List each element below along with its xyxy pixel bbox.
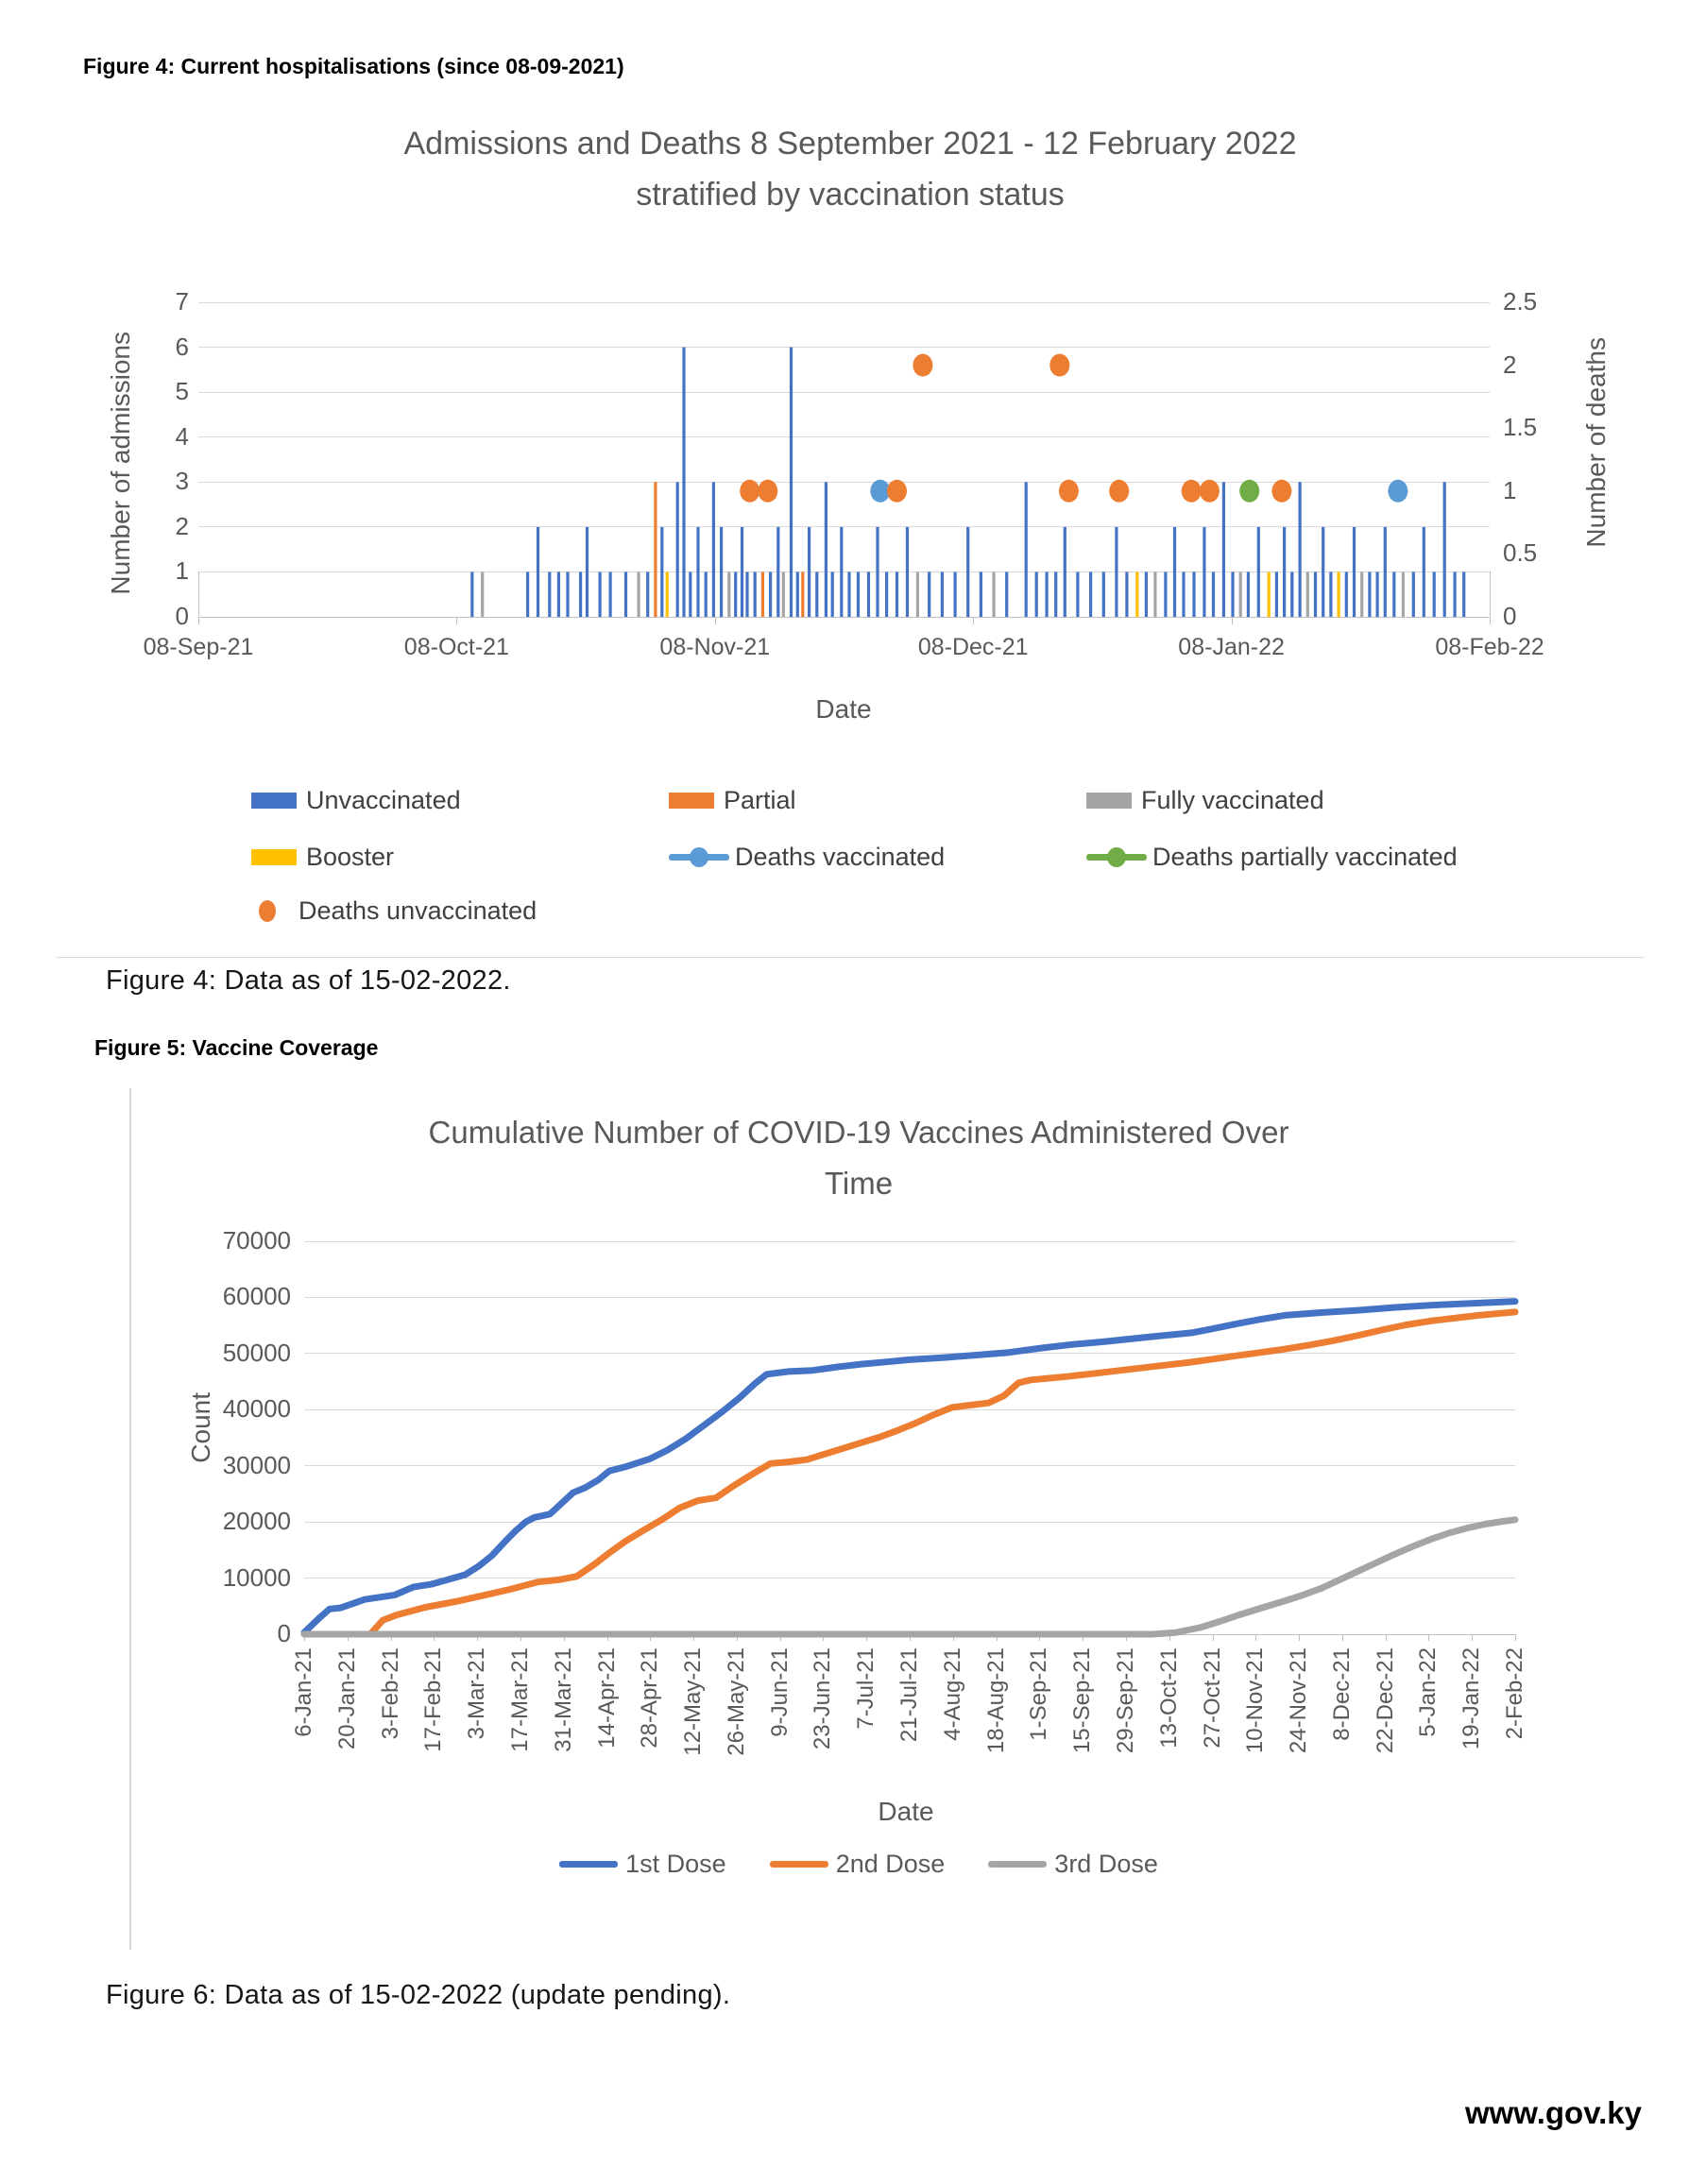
chart2-x-tick-label: 24-Nov-21 — [1286, 1647, 1312, 1754]
death-dot — [913, 354, 932, 377]
admission-bar — [1392, 572, 1395, 617]
chart2-y-tick-label: 60000 — [222, 1282, 291, 1311]
admission-bar — [676, 482, 679, 617]
admission-bar — [1353, 527, 1356, 617]
admission-bar — [815, 572, 818, 617]
admission-bar — [993, 572, 996, 617]
admission-bar — [1135, 572, 1138, 617]
legend-label: Partial — [724, 786, 796, 814]
admission-bar — [1025, 482, 1028, 617]
admission-bar — [1192, 572, 1195, 617]
admission-bar — [1115, 527, 1117, 617]
admission-bar — [1089, 572, 1092, 617]
death-dot — [1200, 480, 1220, 503]
admission-bar — [666, 572, 669, 617]
figure5-heading: Figure 5: Vaccine Coverage — [94, 1035, 379, 1060]
admission-bar — [470, 572, 473, 617]
admission-bar — [885, 572, 888, 617]
admission-bar — [734, 572, 737, 617]
death-dot — [1059, 480, 1079, 503]
legend-label: Deaths partially vaccinated — [1152, 843, 1458, 871]
chart2-x-tick-label: 8-Dec-21 — [1328, 1647, 1355, 1741]
admission-bar — [928, 572, 930, 617]
admission-bar — [1153, 572, 1156, 617]
chart2-x-tick-label: 4-Aug-21 — [939, 1647, 965, 1741]
admission-bar — [867, 572, 870, 617]
legend-line-swatch — [770, 1861, 828, 1868]
chart2-legend-item — [770, 1850, 946, 1879]
admission-bar — [579, 572, 582, 617]
death-dot — [740, 480, 759, 503]
chart2-x-tick-label: 13-Oct-21 — [1155, 1647, 1182, 1749]
legend-line-dot-swatch — [1086, 854, 1147, 861]
admission-bar — [1203, 527, 1205, 617]
admission-bar — [1005, 572, 1008, 617]
chart2-x-tick-label: 2-Feb-22 — [1502, 1647, 1527, 1740]
admission-bar — [1306, 572, 1309, 617]
admission-bar — [1182, 572, 1185, 617]
chart2-x-tick-label: 26-May-21 — [723, 1647, 749, 1756]
chart2-x-tick-label: 27-Oct-21 — [1199, 1647, 1225, 1749]
chart2-x-tick-label: 18-Aug-21 — [982, 1647, 1009, 1754]
admission-bar — [1275, 572, 1278, 617]
chart1-legend-item — [251, 896, 537, 926]
death-dot — [1109, 480, 1129, 503]
death-dot — [1271, 480, 1291, 503]
chart1-left-tick-label: 2 — [175, 511, 189, 540]
legend-bar-swatch — [669, 793, 714, 809]
chart2-x-tick-label: 15-Sep-21 — [1069, 1647, 1096, 1754]
admission-bar — [1412, 572, 1415, 617]
admission-bar — [745, 572, 748, 617]
chart2-x-tick-label: 22-Dec-21 — [1372, 1647, 1398, 1754]
chart1-title-line1: Admissions and Deaths 8 September 2021 - 12 February 2022 — [403, 126, 1297, 162]
legend-line-swatch — [559, 1861, 618, 1868]
chart2-x-tick-label: 17-Mar-21 — [506, 1647, 533, 1752]
chart1-x-tick-label: 08-Jan-22 — [1178, 634, 1285, 660]
admission-bar — [808, 527, 810, 617]
admission-bar — [682, 348, 685, 617]
legend-label: 2nd Dose — [835, 1850, 946, 1878]
chart1-left-tick-label: 3 — [175, 467, 189, 496]
admission-bar — [660, 527, 663, 617]
chart2-x-tick-label: 1-Sep-21 — [1026, 1647, 1052, 1741]
figure4-heading: Figure 4: Current hospitalisations (since 08-09-2021) — [83, 54, 624, 78]
chart1-left-tick-label: 5 — [175, 377, 189, 406]
admission-bar — [526, 572, 529, 617]
chart2-y-tick-label: 20000 — [222, 1507, 291, 1536]
chart2-y-tick-label: 0 — [277, 1619, 291, 1647]
admission-bar — [916, 572, 919, 617]
admission-bar — [1329, 572, 1332, 617]
admission-bar — [1443, 482, 1446, 617]
chart2-y-tick-label: 30000 — [222, 1450, 291, 1479]
chart2-x-tick-label: 3-Mar-21 — [464, 1647, 490, 1740]
admission-bar — [689, 572, 691, 617]
chart1-x-tick-label: 08-Oct-21 — [403, 634, 509, 660]
legend-dot-marker — [1107, 847, 1126, 867]
chart2-x-tick-label: 29-Sep-21 — [1112, 1647, 1138, 1754]
legend-label: Unvaccinated — [306, 786, 461, 814]
chart1-legend-item — [1086, 786, 1324, 815]
chart1-x-tick-label: 08-Dec-21 — [917, 634, 1029, 660]
admission-bar — [754, 572, 757, 617]
admission-bar — [847, 572, 850, 617]
admission-bar — [1462, 572, 1465, 617]
chart1-left-tick-label: 6 — [175, 332, 189, 361]
chart1-x-axis-title: Date — [815, 694, 872, 724]
admission-bar — [796, 572, 799, 617]
admission-bar — [727, 572, 730, 617]
admission-bar — [1290, 572, 1293, 617]
vaccines-chart — [129, 1088, 1586, 1950]
admission-bar — [1102, 572, 1105, 617]
chart1-right-tick-label: 1.5 — [1503, 413, 1538, 442]
admission-bar — [769, 572, 772, 617]
legend-label: Deaths vaccinated — [735, 843, 946, 871]
admission-bar — [1064, 527, 1066, 617]
chart2-y-tick-label: 40000 — [222, 1394, 291, 1424]
chart1-left-tick-label: 4 — [175, 421, 189, 451]
admission-bar — [1076, 572, 1079, 617]
admission-bar — [876, 527, 879, 617]
admission-bar — [712, 482, 715, 617]
chart2-title-line1: Cumulative Number of COVID-19 Vaccines Administered Over — [428, 1115, 1289, 1150]
admission-bar — [1164, 572, 1167, 617]
chart2-x-tick-label: 17-Feb-21 — [420, 1647, 447, 1752]
chart1-right-tick-label: 1 — [1503, 475, 1517, 504]
admission-bar — [1345, 572, 1348, 617]
admission-bar — [790, 348, 793, 617]
figure6-caption: Figure 6: Data as of 15-02-2022 (update pending). — [106, 1980, 731, 2010]
chart2-title-line2: Time — [824, 1166, 894, 1201]
chart1-x-tick-label: 08-Nov-21 — [659, 634, 771, 660]
legend-dot-swatch — [259, 900, 276, 922]
admission-bar — [741, 527, 743, 617]
legend-line-dot-swatch — [669, 854, 729, 861]
admission-bar — [705, 572, 708, 617]
figure4-caption: Figure 4: Data as of 15-02-2022. — [106, 965, 511, 996]
admission-bar — [1433, 572, 1436, 617]
admission-bar — [1314, 572, 1317, 617]
admission-bar — [624, 572, 627, 617]
chart1-left-tick-label: 1 — [175, 556, 189, 586]
legend-label: Booster — [306, 843, 395, 871]
admission-bar — [906, 527, 909, 617]
chart2-x-tick-label: 20-Jan-21 — [333, 1647, 360, 1750]
admission-bar — [1423, 527, 1425, 617]
dose-line-3rd-dose — [304, 1520, 1515, 1634]
death-dot — [1239, 480, 1259, 503]
chart1-left-tick-label: 7 — [175, 287, 189, 316]
chart2-x-tick-label: 6-Jan-21 — [291, 1647, 316, 1737]
admissions-deaths-chart — [57, 90, 1644, 957]
chart2-x-tick-label: 12-May-21 — [680, 1647, 707, 1756]
chart2-y-tick-label: 70000 — [222, 1226, 291, 1254]
death-dot — [1049, 354, 1069, 377]
admission-bar — [825, 482, 827, 617]
admission-bar — [1268, 572, 1271, 617]
admission-bar — [638, 572, 640, 617]
admission-bar — [857, 572, 860, 617]
chart1-legend-item — [669, 843, 945, 872]
admission-bar — [1257, 527, 1260, 617]
admission-bar — [1247, 572, 1250, 617]
chart2-legend — [131, 1850, 1586, 1879]
chart2-x-tick-label: 10-Nov-21 — [1242, 1647, 1269, 1754]
legend-dot-marker — [690, 847, 708, 867]
chart1-legend-item — [1086, 843, 1458, 872]
admission-bar — [1360, 572, 1363, 617]
admission-bar — [566, 572, 569, 617]
admission-bar — [761, 572, 764, 617]
admission-bar — [1231, 572, 1234, 617]
admission-bar — [1338, 572, 1340, 617]
death-dot — [887, 480, 907, 503]
chart1-left-tick-label: 0 — [175, 602, 189, 630]
chart1-plot-area — [198, 302, 1490, 619]
chart1-right-axis-line — [1490, 572, 1491, 616]
admission-bar — [720, 527, 723, 617]
admission-bar — [609, 572, 612, 617]
admission-bar — [966, 527, 969, 617]
chart2-x-tick-label: 21-Jul-21 — [896, 1647, 922, 1743]
legend-bar-swatch — [251, 793, 297, 809]
admission-bar — [481, 572, 484, 617]
admission-bar — [1402, 572, 1405, 617]
chart2-y-axis-title: Count — [186, 1392, 215, 1463]
chart1-right-axis-title: Number of deaths — [1581, 337, 1611, 548]
legend-bar-swatch — [1086, 793, 1132, 809]
chart2-y-tick-label: 10000 — [222, 1562, 291, 1592]
admission-bar — [1376, 572, 1379, 617]
admission-bar — [954, 572, 957, 617]
admission-bar — [1239, 572, 1242, 617]
legend-line-swatch — [988, 1861, 1047, 1868]
admission-bar — [776, 527, 779, 617]
chart2-legend-item — [559, 1850, 726, 1879]
footer-url: www.gov.ky — [1464, 2095, 1642, 2130]
chart1-left-axis-title: Number of admissions — [106, 332, 135, 595]
admission-bar — [1299, 482, 1302, 617]
admission-bar — [548, 572, 551, 617]
admission-bar — [1368, 572, 1371, 617]
admission-bar — [1454, 572, 1457, 617]
chart2-x-tick-label: 31-Mar-21 — [550, 1647, 576, 1752]
chart1-legend-item — [251, 786, 461, 815]
legend-label: 1st Dose — [625, 1850, 726, 1878]
admission-bar — [831, 572, 834, 617]
chart1-bottom-border — [57, 957, 1644, 958]
chart1-right-tick-label: 0.5 — [1503, 538, 1538, 568]
chart2-y-tick-label: 50000 — [222, 1338, 291, 1367]
admission-bar — [980, 572, 982, 617]
admission-bar — [1222, 482, 1225, 617]
chart1-right-tick-label: 2 — [1503, 350, 1517, 379]
chart1-title-line2: stratified by vaccination status — [636, 177, 1065, 213]
chart2-legend-item — [988, 1850, 1158, 1879]
chart1-x-tick-mark — [1490, 617, 1491, 624]
admission-bar — [1046, 572, 1049, 617]
chart2-x-tick-label: 23-Jun-21 — [810, 1647, 836, 1750]
death-dot — [758, 480, 777, 503]
admission-bar — [654, 482, 657, 617]
admission-bar — [840, 527, 843, 617]
admission-bar — [586, 527, 589, 617]
legend-label: Deaths unvaccinated — [299, 896, 537, 925]
admission-bar — [896, 572, 898, 617]
chart2-x-tick-label: 28-Apr-21 — [637, 1647, 663, 1749]
admission-bar — [782, 572, 785, 617]
death-dot — [1182, 480, 1202, 503]
chart1-legend-item — [669, 786, 796, 815]
chart2-x-tick-label: 3-Feb-21 — [377, 1647, 403, 1740]
admission-bar — [941, 572, 944, 617]
death-dot — [1388, 480, 1407, 503]
legend-label: 3rd Dose — [1054, 1850, 1158, 1878]
chart2-x-tick-label: 5-Jan-22 — [1415, 1647, 1442, 1737]
admission-bar — [1035, 572, 1038, 617]
chart2-x-tick-label: 19-Jan-22 — [1459, 1647, 1485, 1750]
admission-bar — [1283, 527, 1286, 617]
chart2-x-tick-label: 7-Jul-21 — [853, 1647, 879, 1730]
legend-bar-swatch — [251, 849, 297, 865]
chart1-x-tick-label: 08-Feb-22 — [1435, 634, 1544, 660]
chart1-right-tick-label: 0 — [1503, 602, 1517, 630]
admission-bar — [1054, 572, 1057, 617]
chart1-x-tick-label: 08-Sep-21 — [143, 634, 254, 660]
chart1-right-tick-label: 2.5 — [1503, 287, 1538, 316]
admission-bar — [1173, 527, 1176, 617]
chart2-x-axis-title: Date — [878, 1797, 934, 1826]
admission-bar — [1384, 527, 1387, 617]
chart2-x-tick-label: 14-Apr-21 — [593, 1647, 620, 1749]
admission-bar — [1145, 572, 1148, 617]
admission-bar — [646, 572, 649, 617]
admission-bar — [557, 572, 560, 617]
chart2-plot-area — [304, 1234, 1515, 1642]
admission-bar — [1212, 572, 1215, 617]
admission-bar — [1125, 572, 1128, 617]
admission-bar — [801, 572, 804, 617]
chart1-legend-item — [251, 843, 394, 872]
chart2-x-tick-mark — [1515, 1634, 1516, 1641]
admission-bar — [599, 572, 602, 617]
admission-bar — [537, 527, 539, 617]
legend-label: Fully vaccinated — [1141, 786, 1324, 814]
admission-bar — [696, 527, 699, 617]
chart2-x-tick-label: 9-Jun-21 — [766, 1647, 793, 1737]
admission-bar — [1322, 527, 1324, 617]
